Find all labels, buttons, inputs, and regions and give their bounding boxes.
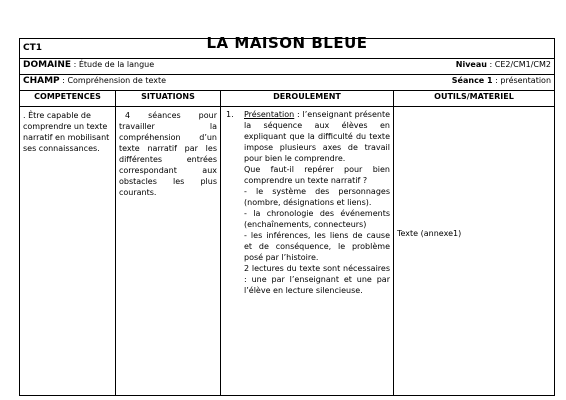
step-body <box>244 109 390 296</box>
step-reading: 2 lectures du texte sont nécessaires : une par l’enseignant et une par l’élève en lecture silencieuse. <box>244 264 390 295</box>
bullet-chronology: - la chronologie des événements (enchaînements, connecteurs) <box>244 209 390 229</box>
session-label: Séance 1 <box>451 76 493 85</box>
domain-value: : Étude de la langue <box>71 60 155 69</box>
column-header-situations: SITUATIONS <box>116 91 221 107</box>
outils-text: Texte (annexe1) <box>397 229 462 238</box>
sheet-code: CT1 <box>23 43 43 53</box>
bullet-inferences: - les inférences, les liens de cause et de conséquence, le problème posé par l’histoire. <box>244 231 390 262</box>
outils-cell <box>394 107 555 396</box>
step-number: 1. <box>226 110 234 119</box>
step-intro: : l’enseignant présente la séquence aux élèves en expliquant que la difficulté du texte impose plusieurs axes de travail pour bien le comprendre. <box>244 110 390 163</box>
column-header-outils: OUTILS/MATERIEL <box>394 91 555 107</box>
title-row <box>20 39 555 59</box>
domain-label: DOMAINE <box>23 60 72 70</box>
competences-text: . Être capable de comprendre un texte narratif en mobilisant ses connaissances. <box>23 111 110 153</box>
competences-cell <box>20 107 116 396</box>
domain-row <box>20 59 555 75</box>
situations-cell <box>116 107 221 396</box>
page-title: LA MAISON BLEUE <box>206 34 368 52</box>
column-header-row <box>20 91 555 107</box>
session-value: : présentation <box>492 76 552 85</box>
step-paragraph <box>244 109 390 164</box>
lesson-plan-table <box>19 34 555 396</box>
situations-text: 4 séances pour travailler la compréhension d’un texte narratif par les différentes entrées correspondant aux obstacles les plus courants. <box>119 111 217 197</box>
step-question: Que faut-il repérer pour bien comprendre un texte narratif ? <box>244 165 390 185</box>
step-title: Présentation <box>244 110 295 119</box>
level-label: Niveau <box>455 60 487 69</box>
title-cell <box>20 34 555 59</box>
level-value: : CE2/CM1/CM2 <box>486 60 552 69</box>
domain-cell <box>20 59 555 75</box>
column-header-competences: COMPETENCES <box>20 91 116 107</box>
field-value: : Compréhension de texte <box>59 76 167 85</box>
bullet-characters: - le système des personnages (nombre, désignations et liens). <box>244 187 390 207</box>
field-cell <box>20 75 555 91</box>
content-row <box>20 107 555 396</box>
level-info <box>456 59 551 70</box>
column-header-deroulement: DEROULEMENT <box>221 91 394 107</box>
field-row <box>20 75 555 91</box>
session-info <box>452 75 551 86</box>
deroulement-step <box>224 109 390 296</box>
field-label: CHAMP <box>23 76 60 86</box>
deroulement-cell <box>221 107 394 396</box>
